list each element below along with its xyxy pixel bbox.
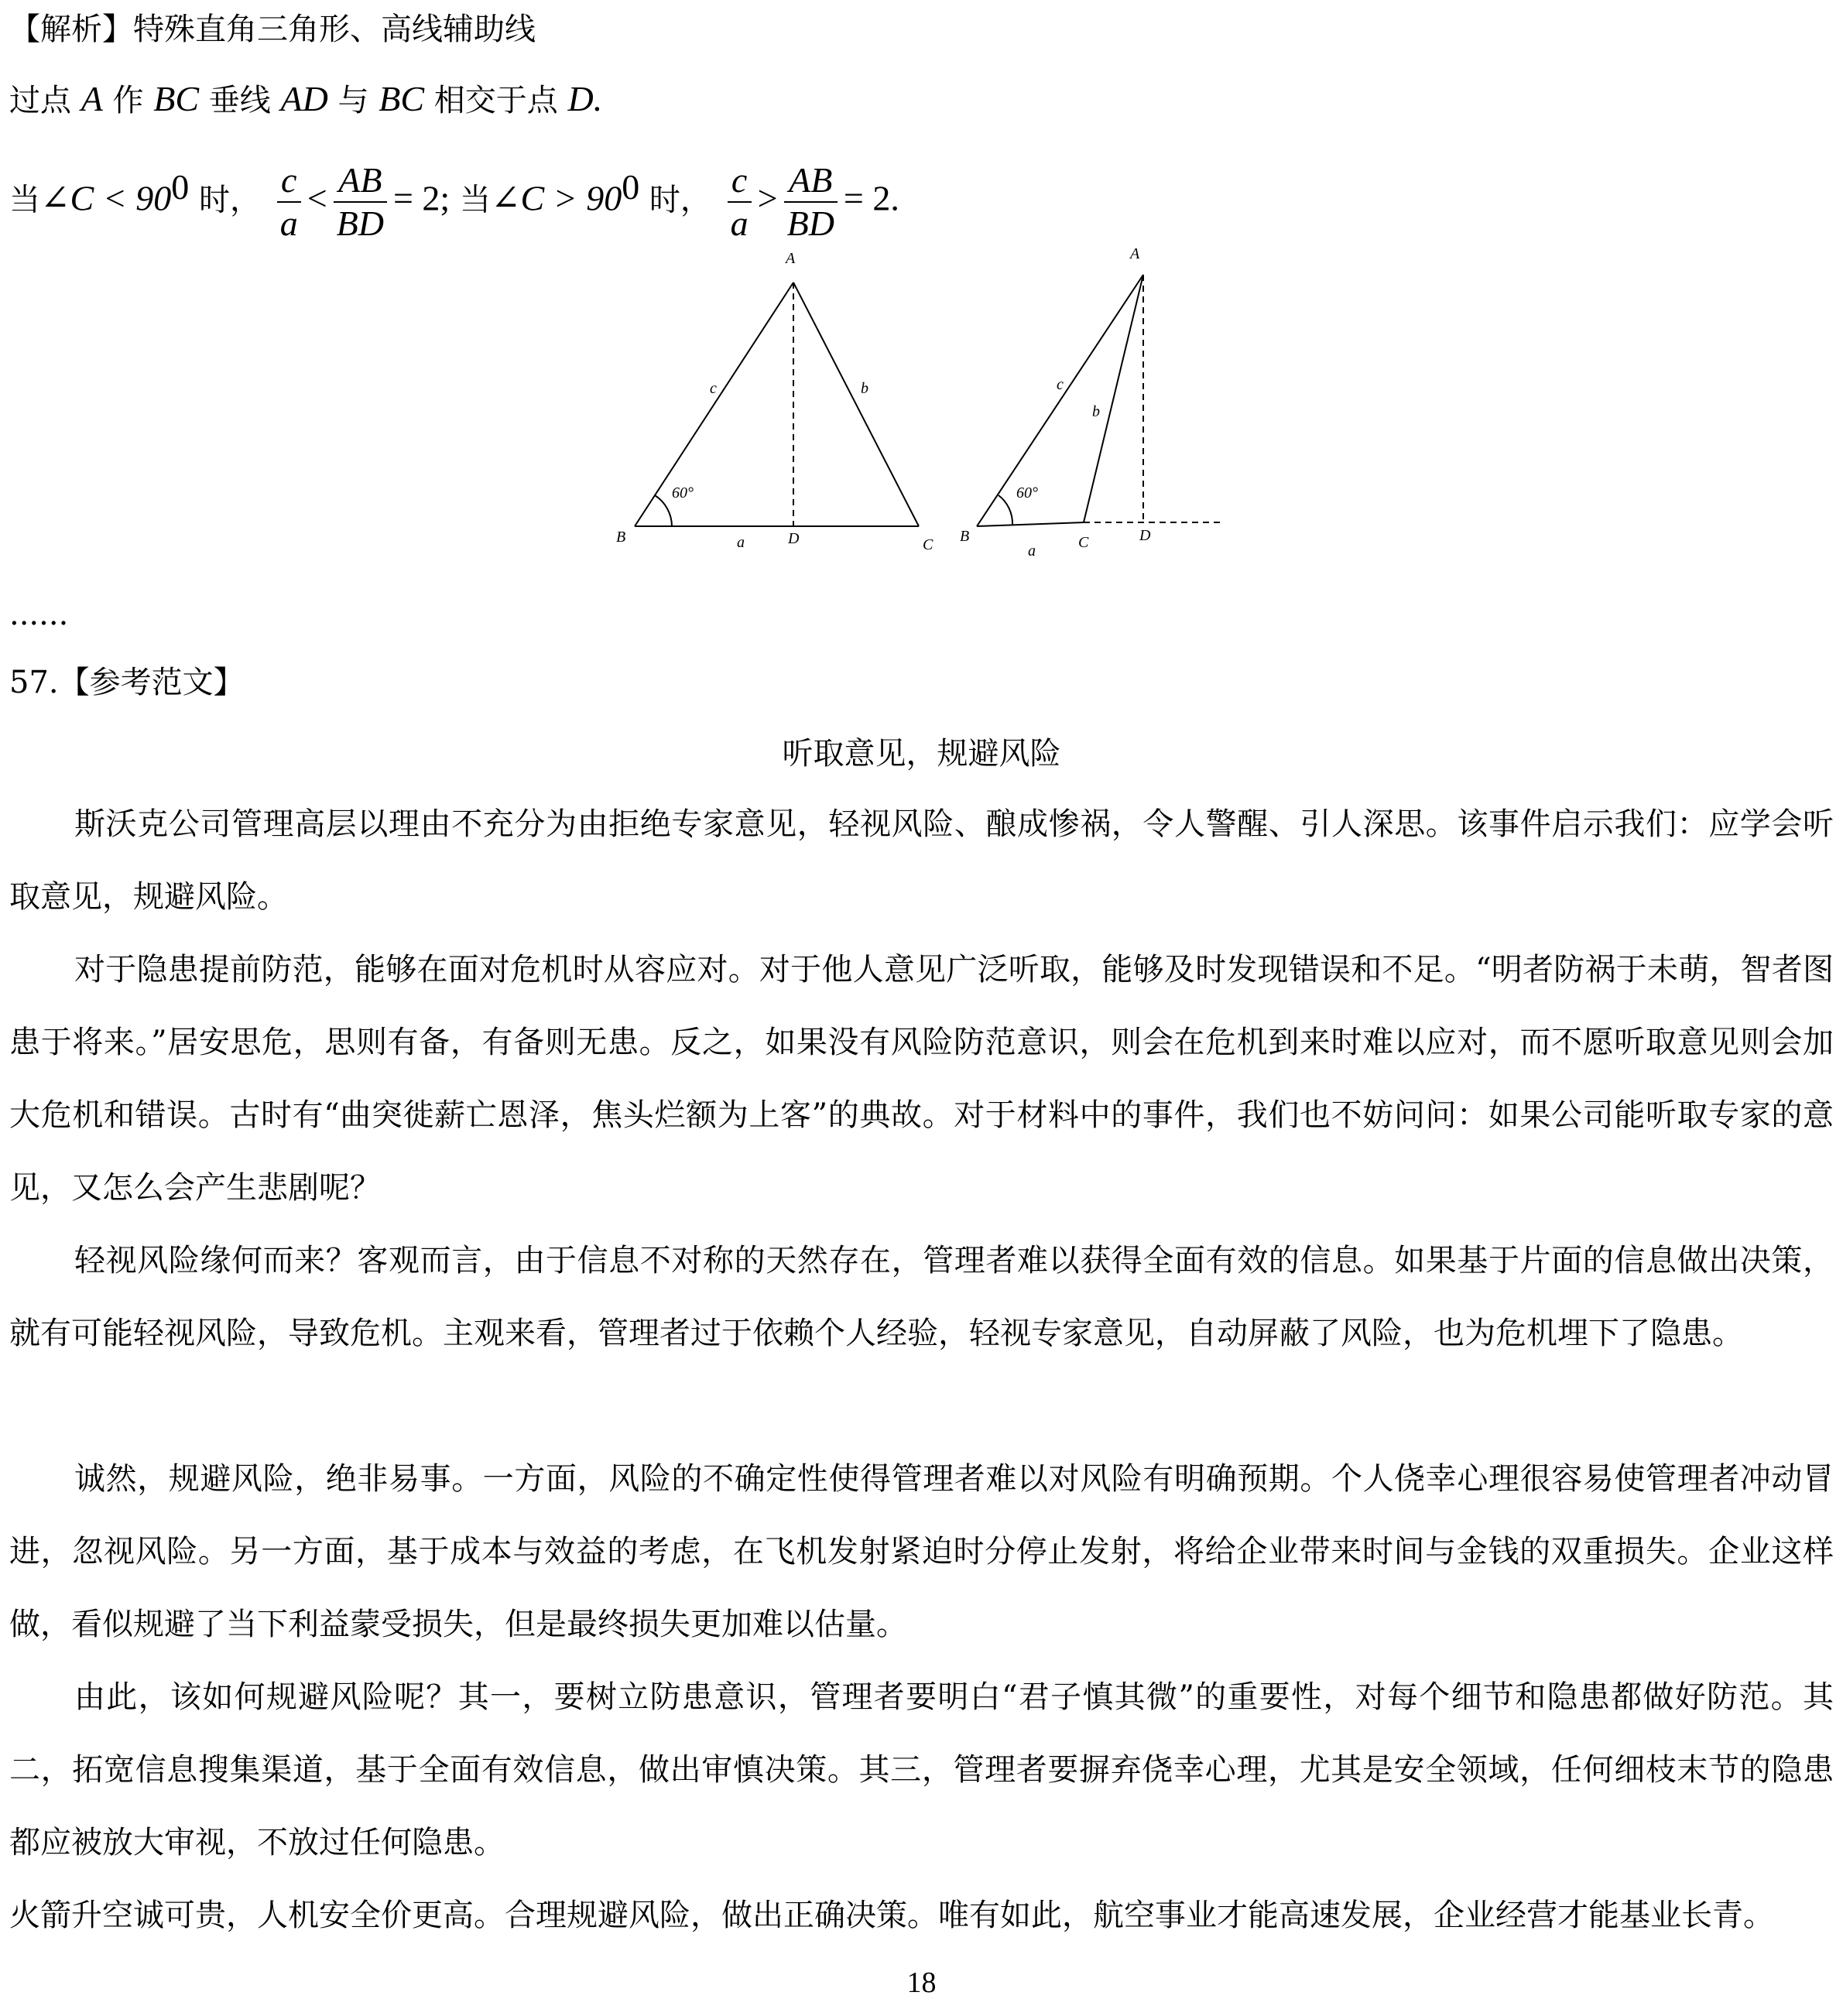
equals-2-a: = 2; xyxy=(392,178,450,218)
degree-exp-2: 0 xyxy=(622,167,640,207)
step1-text-2: 作 xyxy=(102,83,154,118)
right-triangle-labels xyxy=(960,245,1151,560)
step1-text-1: 过点 xyxy=(9,83,81,118)
ellipsis: ...... xyxy=(9,597,69,632)
essay-paragraph-1: 斯沃克公司管理高层以理由不充分为由拒绝专家意见，轻视风险、酿成惨祸，令人警醒、引人深思。该事件启示我们：应学会听取意见，规避风险。 xyxy=(9,806,1834,915)
essay-paragraph-3: 轻视风险缘何而来？客观而言，由于信息不对称的天然存在，管理者难以获得全面有效的信息。如果基于片面的信息做出决策，就有可能轻视风险，导致危机。主观来看，管理者过于依赖个人经验，轻视专家意见，自动屏蔽了风险，也为危机埋下了隐患。 xyxy=(9,1243,1834,1351)
right-label-d: D xyxy=(1139,527,1151,544)
left-label-a: A xyxy=(786,250,796,267)
equals-2-b: = 2. xyxy=(843,178,899,218)
essay-label: 57.【参考范文】 xyxy=(9,665,245,700)
dang-1: 当 xyxy=(9,182,40,218)
left-side-b: b xyxy=(861,380,868,397)
analysis-step2 xyxy=(9,144,899,245)
shi-1: 时， xyxy=(189,182,261,218)
point-a: A xyxy=(81,79,103,118)
fraction-c-over-a-2: $\frac{c}{a}$ xyxy=(728,159,752,245)
shi-2: 时， xyxy=(639,182,711,218)
segment-ad: AD xyxy=(280,79,328,118)
page-number: 18 xyxy=(906,1966,937,1999)
left-label-c: C xyxy=(923,536,933,553)
analysis-step1 xyxy=(9,80,602,119)
essay-title: 听取意见，规避风险 xyxy=(782,736,1061,772)
right-label-a: A xyxy=(1130,245,1140,262)
right-side-c: c xyxy=(1057,376,1064,393)
degree-exp-1: 0 xyxy=(171,167,190,207)
right-label-b: B xyxy=(960,528,970,545)
left-side-c: c xyxy=(710,380,717,397)
right-triangle xyxy=(977,275,1223,526)
left-label-b: B xyxy=(616,529,626,546)
essay-paragraph-5: 由此，该如何规避风险呢？其一，要树立防患意识，管理者要明白“君子慎其微”的重要性，对每个细节和隐患都做好防范。其二，拓宽信息搜集渠道，基于全面有效信息，做出审慎决策。其三，管理者要摒弃侥幸心理，尤其是安全领域，任何细枝末节的隐患都应被放大审视，不放过任何隐患。 xyxy=(9,1679,1834,1860)
left-label-d: D xyxy=(788,530,800,547)
left-angle-label: 60° xyxy=(672,484,694,501)
less-than: < xyxy=(307,178,327,218)
step1-text-3: 垂线 xyxy=(199,83,281,118)
left-side-a: a xyxy=(737,534,745,551)
segment-bc-2: BC xyxy=(379,79,425,118)
triangle-diagrams xyxy=(588,240,1254,565)
essay-paragraph-2: 对于隐患提前防范，能够在面对危机时从容应对。对于他人意见广泛听取，能够及时发现错误和不足。“明者防祸于未萌，智者图患于将来。”居安思危，思则有备，有备则无患。反之，如果没有风险防范意识，则会在危机到来时难以应对，而不愿听取意见则会加大危机和错误。古时有“曲突徙薪亡恩泽，焦头烂额为上客”的典故。对于材料中的事件，我们也不妨问问：如果公司能听取专家的意见，又怎么会产生悲剧呢？ xyxy=(9,952,1834,1206)
right-angle-label: 60° xyxy=(1016,484,1038,501)
segment-bc: BC xyxy=(153,79,200,118)
point-d: D. xyxy=(567,79,603,118)
step1-text-5: 相交于点 xyxy=(424,83,568,118)
left-triangle-labels xyxy=(616,250,933,553)
right-side-a: a xyxy=(1028,543,1036,560)
analysis-heading: 【解析】特殊直角三角形、高线辅助线 xyxy=(9,12,536,47)
essay-paragraph-6: 火箭升空诚可贵，人机安全价更高。合理规避风险，做出正确决策。唯有如此，航空事业才能高速发展，企业经营才能基业长青。 xyxy=(9,1898,1774,1933)
fraction-ab-over-bd-2: $\frac{AB}{BD}$ xyxy=(784,159,838,245)
dang-2: 当 xyxy=(459,182,491,218)
fraction-ab-over-bd-1: $\frac{AB}{BD}$ xyxy=(334,159,387,245)
right-label-c: C xyxy=(1078,534,1089,551)
angle-condition-1: ∠C < 90 xyxy=(40,178,172,218)
essay-paragraph-4: 诚然，规避风险，绝非易事。一方面，风险的不确定性使得管理者难以对风险有明确预期。个人侥幸心理很容易使管理者冲动冒进，忽视风险。另一方面，基于成本与效益的考虑，在飞机发射紧迫时分停止发射，将给企业带来时间与金钱的双重损失。企业这样做，看似规避了当下利益蒙受损失，但是最终损失更加难以估量。 xyxy=(9,1461,1834,1642)
greater-than: > xyxy=(757,178,778,218)
angle-condition-2: ∠C > 90 xyxy=(490,178,622,218)
fraction-c-over-a-1: $\frac{c}{a}$ xyxy=(277,159,301,245)
right-side-b: b xyxy=(1092,403,1100,420)
step1-text-4: 与 xyxy=(327,83,379,118)
